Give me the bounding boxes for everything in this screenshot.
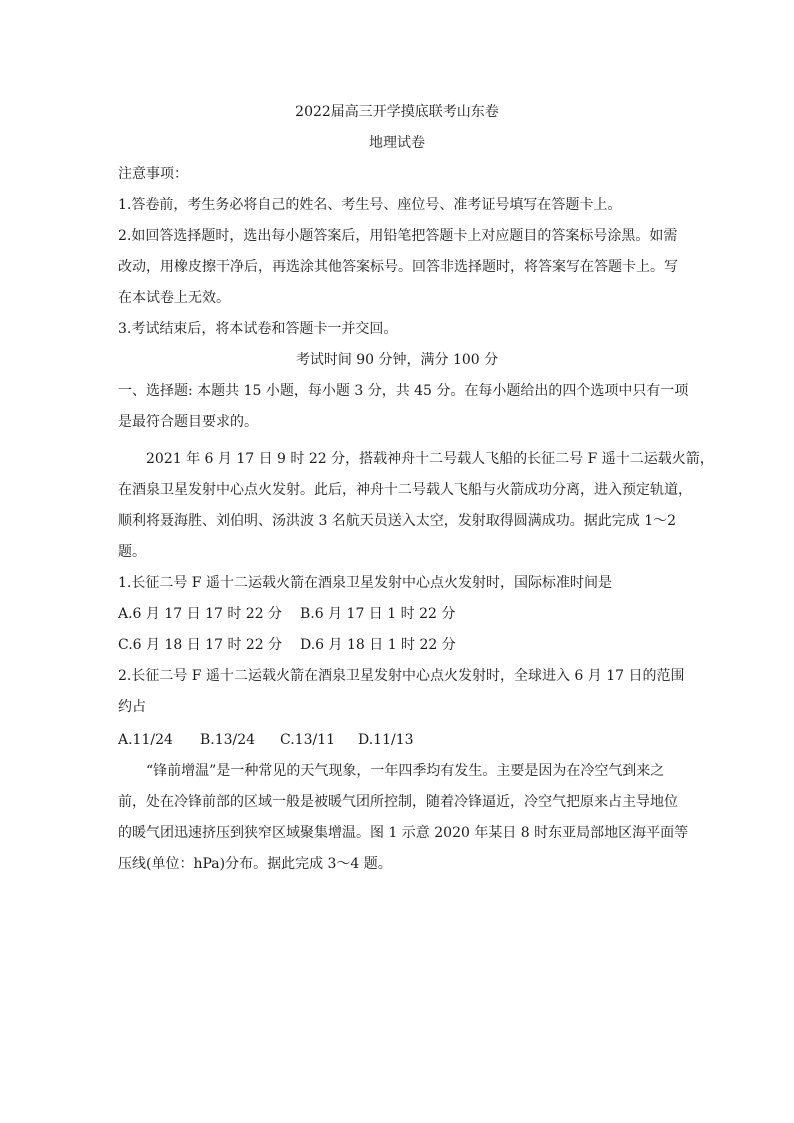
notice-heading: 注意事项： bbox=[118, 166, 188, 182]
q1-options-row2 bbox=[118, 635, 678, 655]
section1-intro: 一、选择题: 本题共 15 小题，每小题 3 分，共 45 分。在每小题给出的四个选项中只有一项 bbox=[118, 383, 689, 399]
notice-item-2-cont: 改动，用橡皮擦干净后，再选涂其他答案标号。回答非选择题时，将答案写在答题卡上。写 bbox=[118, 259, 678, 275]
q1-option-d: D.6 月 18 日 1 时 22 分 bbox=[300, 637, 456, 653]
passage2-line-3: 的暖气团迅速挤压到狭窄区域聚集增温。图 1 示意 2020 年某日 8 时东亚局部地区海平面等 bbox=[118, 825, 689, 841]
notice-item-2: 2.如回答选择题时，选出每小题答案后，用铅笔把答题卡上对应题目的答案标号涂黑。如需 bbox=[118, 228, 678, 244]
q1-stem: 1.长征二号 F 遥十二运载火箭在酒泉卫星发射中心点火发射时，国际标准时间是 bbox=[118, 575, 612, 591]
passage2-line-2: 前，处在冷锋前部的区域一般是被暖气团所控制，随着冷锋逼近，冷空气把原来占主导地位 bbox=[118, 794, 678, 810]
q2-options bbox=[118, 730, 678, 750]
q2-option-a: A.11/24 bbox=[118, 732, 173, 748]
q1-option-a: A.6 月 17 日 17 时 22 分 bbox=[118, 606, 283, 622]
q2-option-d: D.11/13 bbox=[358, 732, 414, 748]
q2-option-b: B.13/24 bbox=[200, 732, 256, 748]
passage1-line-3: 顺利将聂海胜、刘伯明、汤洪波 3 名航天员送入太空，发射取得圆满成功。据此完成 1～2 bbox=[118, 513, 677, 529]
passage1-line-2: 在酒泉卫星发射中心点火发射。此后，神舟十二号载人飞船与火箭成功分离，进入预定轨道， bbox=[118, 482, 692, 498]
passage1-line-1: 2021 年 6 月 17 日 9 时 22 分，搭载神舟十二号载人飞船的长征二号 F 遥十二运载火箭， bbox=[146, 451, 714, 467]
subject-title: 地理试卷 bbox=[369, 135, 425, 151]
exam-title: 2022届高三开学摸底联考山东卷 bbox=[295, 104, 499, 120]
notice-item-1: 1.答卷前，考生务必将自己的姓名、考生号、座位号、准考证号填写在答题卡上。 bbox=[118, 197, 622, 213]
notice-item-2-end: 在本试卷上无效。 bbox=[118, 290, 230, 306]
passage2-line-1: “锋前增温”是一种常见的天气现象，一年四季均有发生。主要是因为在冷空气到来之 bbox=[146, 763, 665, 779]
q2-option-c: C.13/11 bbox=[280, 732, 336, 748]
passage1-line-4: 题。 bbox=[118, 544, 146, 560]
q2-stem-cont: 约占 bbox=[118, 699, 146, 715]
q1-option-c: C.6 月 18 日 17 时 22 分 bbox=[118, 637, 283, 653]
q1-options-row1 bbox=[118, 604, 678, 624]
passage2-line-4: 压线(单位：hPa)分布。据此完成 3～4 题。 bbox=[118, 856, 392, 872]
q2-stem: 2.长征二号 F 遥十二运载火箭在酒泉卫星发射中心点火发射时，全球进入 6 月 17 日的范围 bbox=[118, 668, 685, 684]
notice-item-3: 3.考试结束后，将本试卷和答题卡一并交回。 bbox=[118, 321, 398, 337]
section1-intro-cont: 是最符合题目要求的。 bbox=[118, 414, 258, 430]
exam-info: 考试时间 90 分钟，满分 100 分 bbox=[295, 352, 499, 368]
q1-option-b: B.6 月 17 日 1 时 22 分 bbox=[300, 606, 456, 622]
